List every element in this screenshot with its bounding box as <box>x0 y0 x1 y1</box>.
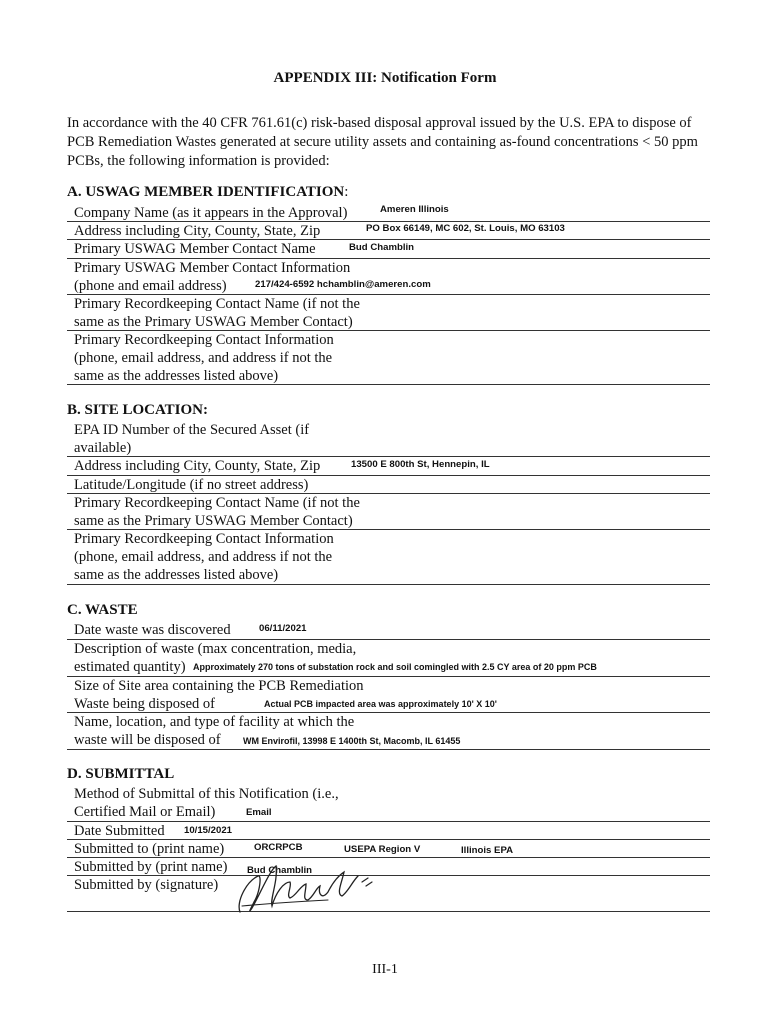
a-recordkeeping-name-label-1: Primary Recordkeeping Contact Name (if not the <box>74 296 360 312</box>
form-title: APPENDIX III: Notification Form <box>273 70 497 86</box>
submitted-to-value-1[interactable]: ORCRPCB <box>254 842 303 853</box>
waste-description-value[interactable]: Approximately 270 tons of substation rock and soil comingled with 2.5 CY area of 20 ppm PCB <box>193 662 597 672</box>
b-recordkeeping-info-row <box>67 529 710 585</box>
a-recordkeeping-info-label-2: (phone, email address, and address if not the <box>74 350 333 366</box>
company-address-row <box>67 221 710 240</box>
member-contact-info-value[interactable]: 217/424-6592 hchamblin@ameren.com <box>255 279 431 290</box>
member-contact-info-row <box>67 258 710 295</box>
disposal-facility-label-2: waste will be disposed of <box>74 732 221 748</box>
submitted-by-row <box>67 857 710 876</box>
disposal-facility-row <box>67 712 710 750</box>
disposal-facility-value[interactable]: WM Envirofil, 13998 E 1400th St, Macomb, IL 61455 <box>243 736 461 746</box>
signature-row <box>67 875 710 912</box>
latlong-label: Latitude/Longitude (if no street address) <box>74 477 309 493</box>
section-a-heading: A. USWAG MEMBER IDENTIFICATION: <box>67 184 349 200</box>
a-recordkeeping-info-label-3: same as the addresses listed above) <box>74 368 279 384</box>
section-b-heading: B. SITE LOCATION: <box>67 402 209 418</box>
a-recordkeeping-info-row <box>67 330 710 385</box>
submitted-to-row <box>67 839 710 858</box>
b-recordkeeping-name-row <box>67 493 710 530</box>
member-contact-info-label-2: (phone and email address) <box>74 278 227 294</box>
signature-label: Submitted by (signature) <box>74 877 219 893</box>
site-area-size-value[interactable]: Actual PCB impacted area was approximately 10' X 10' <box>264 699 497 709</box>
handwritten-signature <box>232 862 382 918</box>
submitted-to-label: Submitted to (print name) <box>74 841 225 857</box>
b-recordkeeping-name-label-1: Primary Recordkeeping Contact Name (if not the <box>74 495 360 511</box>
company-address-label: Address including City, County, State, Zip <box>74 223 321 239</box>
member-contact-value[interactable]: Bud Chamblin <box>349 242 415 253</box>
submitted-by-value[interactable]: Bud Chamblin <box>247 865 313 876</box>
waste-date-row <box>67 620 710 640</box>
b-recordkeeping-info-label-2: (phone, email address, and address if not the <box>74 549 333 565</box>
b-recordkeeping-info-label-1: Primary Recordkeeping Contact Information <box>74 531 334 547</box>
date-submitted-label: Date Submitted <box>74 823 165 839</box>
site-area-size-label-2: Waste being disposed of <box>74 696 215 712</box>
company-address-value[interactable]: PO Box 66149, MC 602, St. Louis, MO 63103 <box>366 223 565 234</box>
member-contact-label: Primary USWAG Member Contact Name <box>74 241 316 257</box>
disposal-facility-label-1: Name, location, and type of facility at which the <box>74 714 355 730</box>
site-address-row <box>67 456 710 476</box>
b-recordkeeping-info-label-3: same as the addresses listed above) <box>74 567 279 583</box>
waste-date-label: Date waste was discovered <box>74 622 231 638</box>
waste-description-label-1: Description of waste (max concentration, media, <box>74 641 357 657</box>
a-recordkeeping-info-label-1: Primary Recordkeeping Contact Information <box>74 332 334 348</box>
epa-id-label-2: available) <box>74 440 132 456</box>
site-area-size-label-1: Size of Site area containing the PCB Remediation <box>74 678 364 694</box>
a-recordkeeping-name-label-2: same as the Primary USWAG Member Contact) <box>74 314 353 330</box>
waste-description-row <box>67 639 710 677</box>
member-contact-row <box>67 239 710 259</box>
submitted-by-label: Submitted by (print name) <box>74 859 228 875</box>
member-contact-info-label-1: Primary USWAG Member Contact Information <box>74 260 351 276</box>
waste-description-label-2: estimated quantity) <box>74 659 186 675</box>
epa-id-row <box>67 420 710 457</box>
site-address-value[interactable]: 13500 E 800th St, Hennepin, IL <box>351 459 490 470</box>
epa-id-label-1: EPA ID Number of the Secured Asset (if <box>74 422 310 438</box>
site-area-size-row <box>67 676 710 713</box>
company-name-label: Company Name (as it appears in the Approval) <box>74 205 348 221</box>
waste-date-value[interactable]: 06/11/2021 <box>259 623 307 634</box>
section-c-heading: C. WASTE <box>67 602 138 618</box>
submittal-method-row <box>67 784 710 822</box>
section-d-heading: D. SUBMITTAL <box>67 766 175 782</box>
page-number: III-1 <box>372 962 398 977</box>
submitted-to-value-3[interactable]: Illinois EPA <box>461 845 514 856</box>
submittal-method-label-1: Method of Submittal of this Notification (i.e., <box>74 786 339 802</box>
submittal-method-value[interactable]: Email <box>246 807 272 818</box>
company-name-row <box>67 203 710 222</box>
site-address-label: Address including City, County, State, Zip <box>74 458 321 474</box>
submittal-method-label-2: Certified Mail or Email) <box>74 804 216 820</box>
a-recordkeeping-name-row <box>67 294 710 331</box>
submitted-to-value-2[interactable]: USEPA Region V <box>344 844 421 855</box>
date-submitted-row <box>67 821 710 840</box>
b-recordkeeping-name-label-2: same as the Primary USWAG Member Contact) <box>74 513 353 529</box>
company-name-value[interactable]: Ameren Illinois <box>380 204 449 215</box>
latlong-row <box>67 475 710 494</box>
intro-paragraph: In accordance with the 40 CFR 761.61(c) risk-based disposal approval issued by the U.S. EPA to dispose of PCB Remediation Wastes generated at secure utility assets and containing as-found concentrations < 50 ppm PCBs, the following information is provided: <box>67 115 698 169</box>
date-submitted-value[interactable]: 10/15/2021 <box>184 825 233 836</box>
